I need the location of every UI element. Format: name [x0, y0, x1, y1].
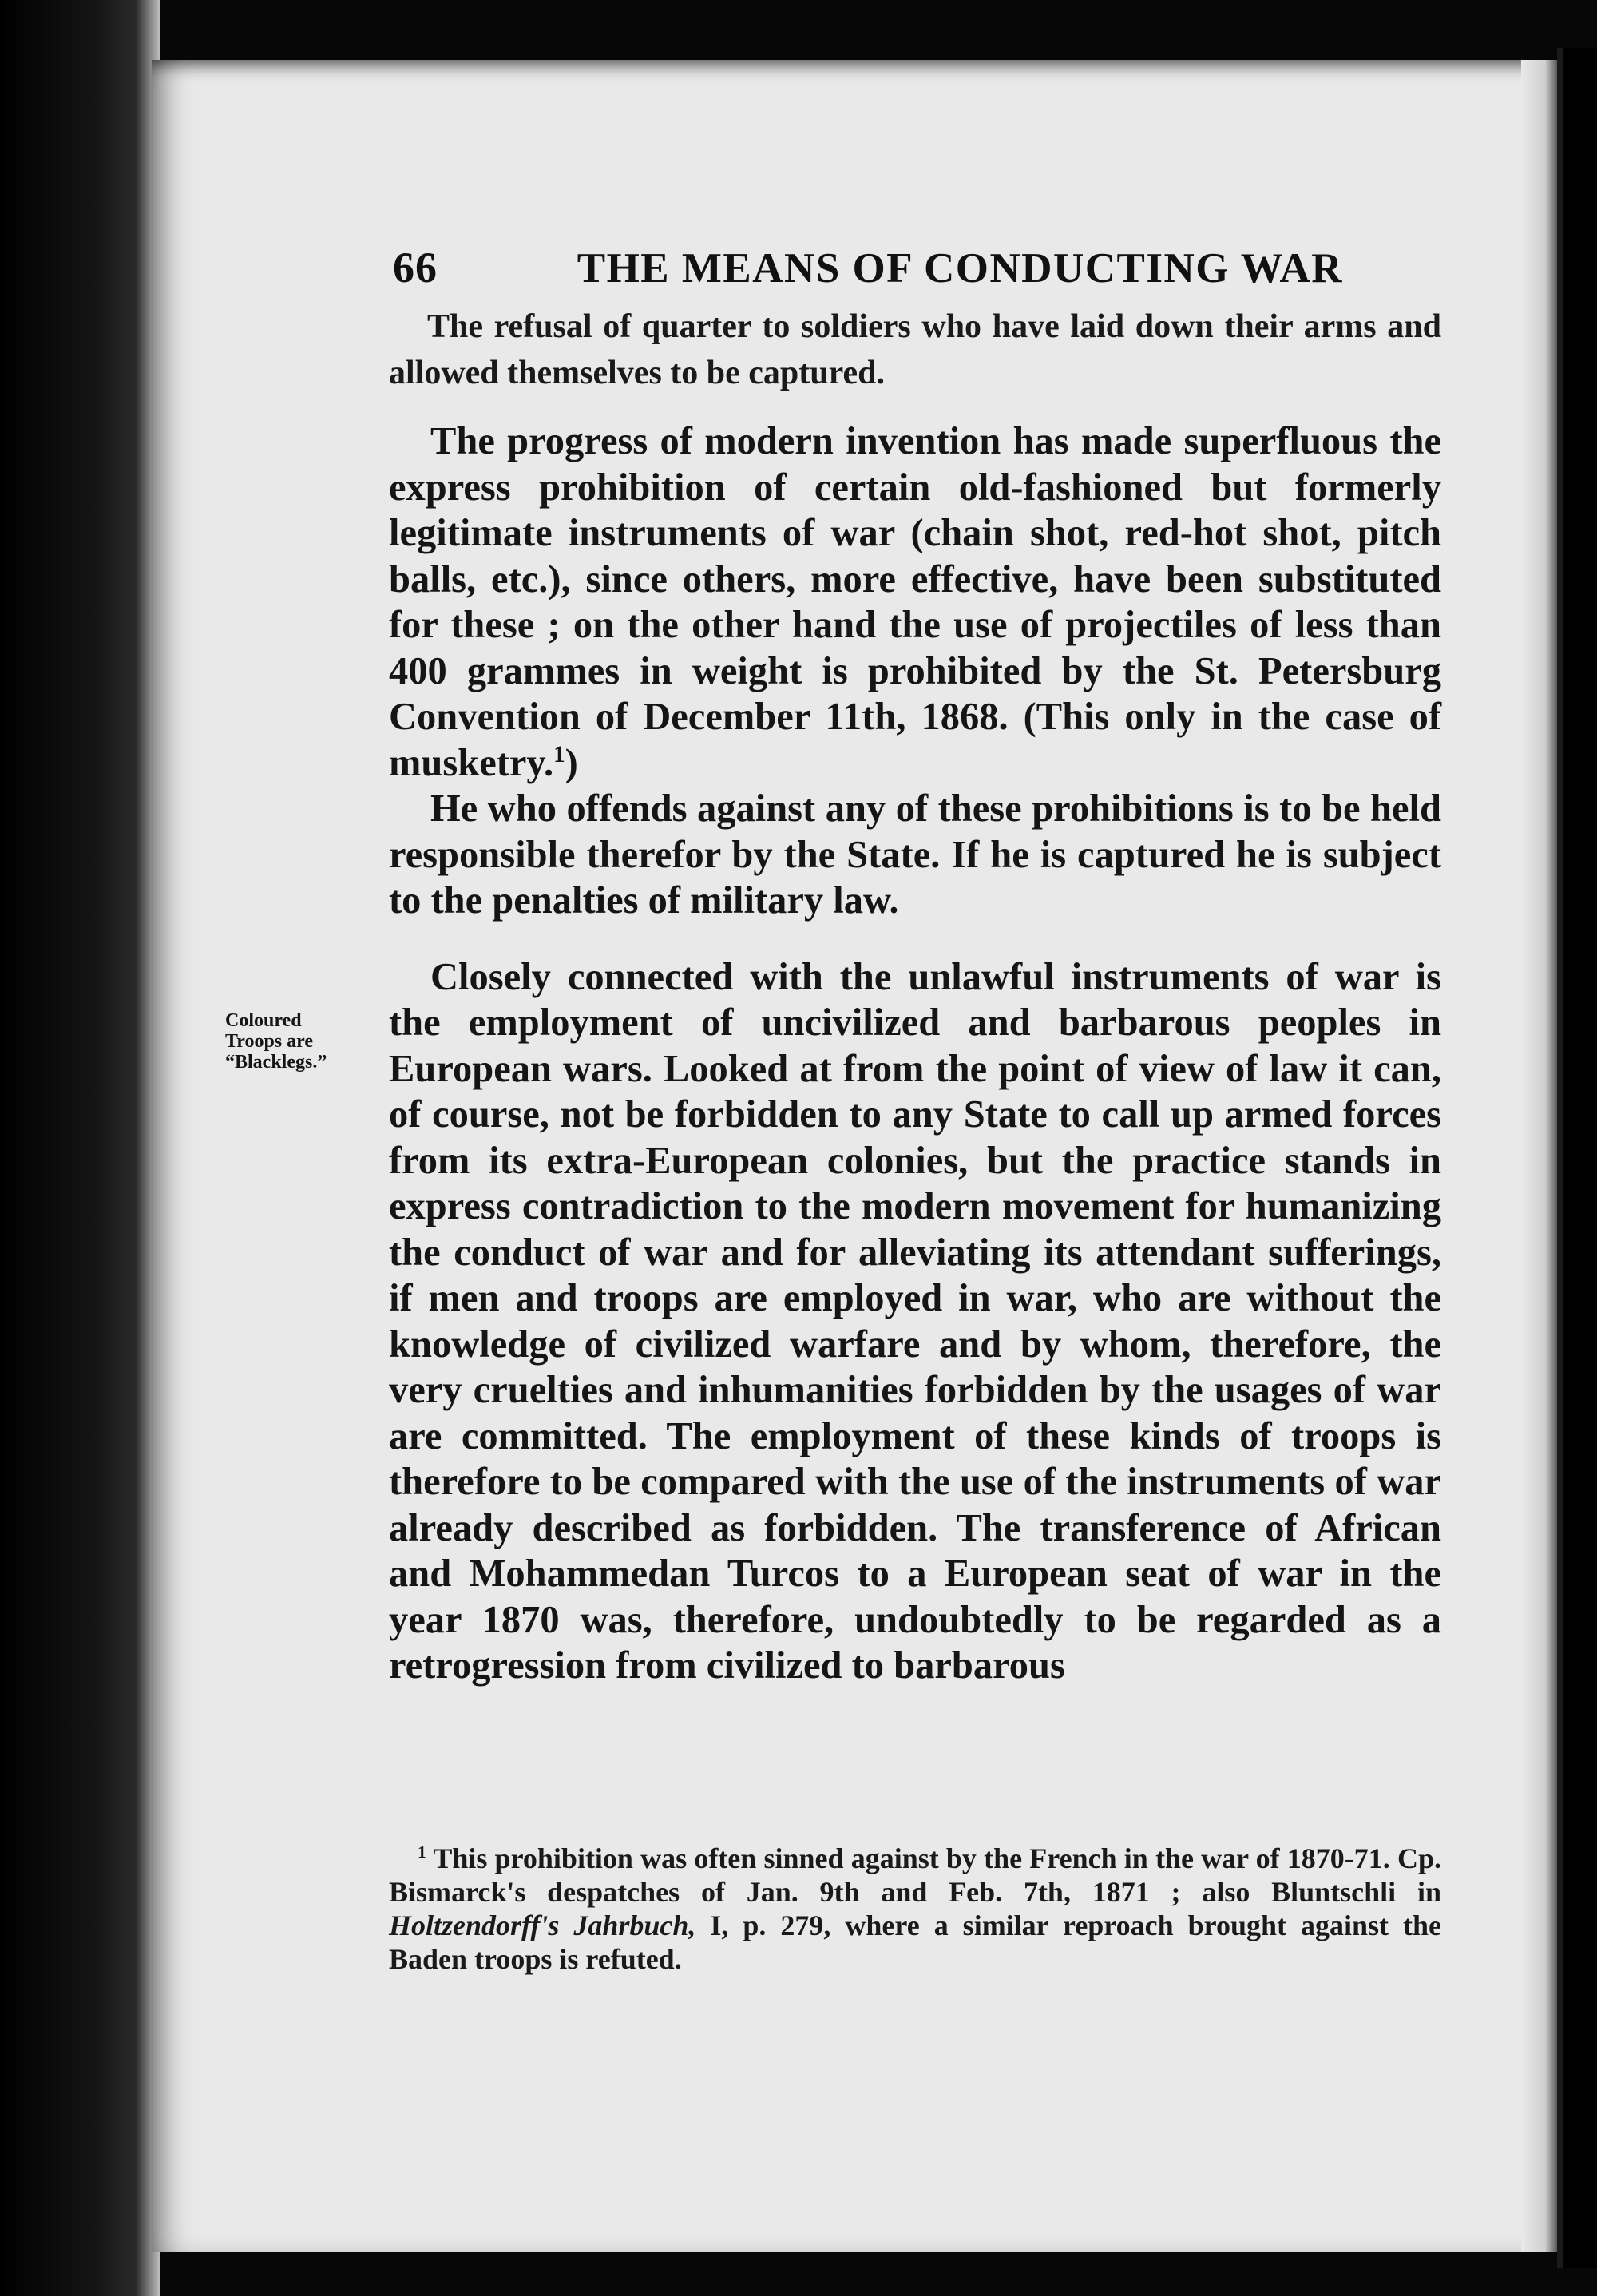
- page-right-fold: [1521, 60, 1557, 2252]
- sidenote-line-1: Coloured: [225, 1010, 302, 1031]
- footnote: [389, 1842, 1441, 1976]
- footnote-text-start: This prohibition was often sinned against by the French in the war of 1870-71. Cp. Bismarck's despatches of Jan. 9th and Feb. 7th, 1871 ; also Bluntschli in: [389, 1842, 1441, 1908]
- paragraph-refusal-of-quarter: The refusal of quarter to soldiers who have laid down their arms and allowed themselves to be captured.: [389, 308, 1441, 391]
- paragraph-modern-invention-text: The progress of modern invention has made superfluous the express prohibition of certain old-fashioned but formerly legitimate instruments of war (chain shot, red-hot shot, pitch balls, etc.), since others, more effective, have been substituted for these ; on the other hand the use of projectiles of less than 400 grammes in weight is prohibited by the St. Petersburg Convention of December 11th, 1868. (This only in the case of musketry.: [389, 420, 1441, 784]
- running-head: [393, 240, 1343, 295]
- sidenote-line-3: “Blacklegs.”: [225, 1052, 327, 1073]
- sidenote-line-2: Troops are: [225, 1031, 314, 1052]
- running-title: THE MEANS OF CONDUCTING WAR: [577, 245, 1343, 291]
- right-black-border: [1557, 48, 1597, 2268]
- main-text-column: [389, 240, 1441, 1689]
- paragraph-offends-prohibitions: He who offends against any of these prohibitions is to be held responsible therefor by the State. If he is captured he is subject to the penalties of military law.: [389, 787, 1441, 922]
- footnote-marker: 1: [418, 1842, 426, 1862]
- page-number: 66: [393, 244, 438, 291]
- footnote-italic-title: Holtzendorff's Jahrbuch,: [389, 1909, 696, 1941]
- paragraph-closing-paren: ): [565, 741, 578, 784]
- footnote-reference: 1: [553, 741, 565, 767]
- paragraph-modern-invention: [389, 418, 1441, 786]
- paragraph-uncivilized-peoples: Closely connected with the unlawful instruments of war is the employment of uncivilized and barbarous peoples in European wars. Looked at from the point of view of law it can, of course, not be forbidden to any State to call up armed forces from its extra-European colonies, but the practice stands in express contradiction to the modern movement for humanizing the conduct of war and for alleviating its attendant sufferings, if men and troops are employed in war, who are without the knowledge of civilized warfare and by whom, therefore, the very cruelties and inhumanities forbidden by the usages of war are committed. The employment of these kinds of troops is therefore to be compared with the use of the instruments of war already described as forbidden. The transference of African and Mohammedan Turcos to a European seat of war in the year 1870 was, therefore, undoubtedly to be regarded as a retrogression from civilized to barbarous: [389, 955, 1441, 1687]
- book-spine-shadow: [0, 0, 160, 2296]
- margin-sidenote: [225, 1010, 385, 1073]
- footnote-text-end: I, p. 279, where a similar reproach brought against the Baden troops is refuted.: [389, 1909, 1442, 1975]
